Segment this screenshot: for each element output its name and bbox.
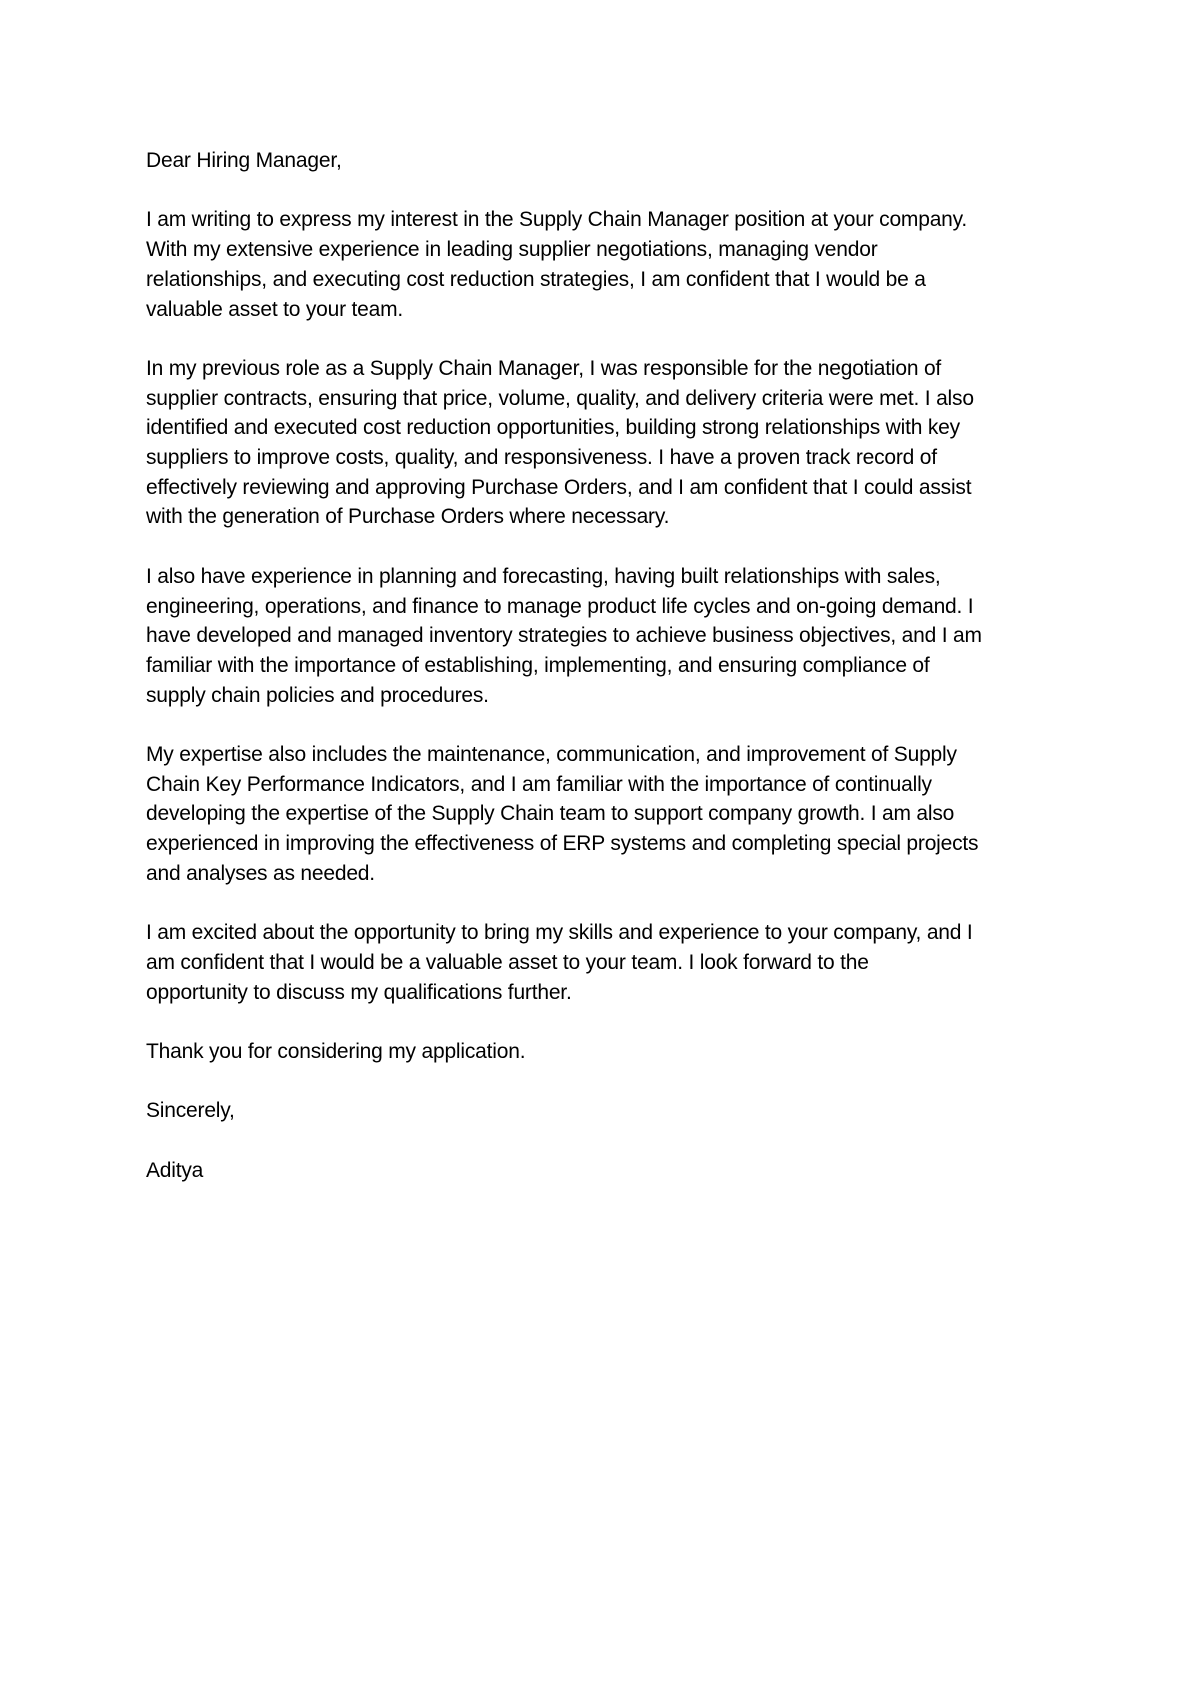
signature: Aditya <box>146 1158 204 1182</box>
paragraph-line: am confident that I would be a valuable asset to your team. I look forward to the <box>146 950 869 974</box>
salutation: Dear Hiring Manager, <box>146 149 342 172</box>
paragraph-5 <box>146 918 1066 1007</box>
paragraph-line: and analyses as needed. <box>146 861 375 885</box>
paragraph-line: In my previous role as a Supply Chain Manager, I was responsible for the negotiation of <box>146 356 942 380</box>
paragraph-line: I am excited about the opportunity to bring my skills and experience to your company, and I <box>146 921 973 945</box>
paragraph-line: developing the expertise of the Supply Chain team to support company growth. I am also <box>146 802 955 826</box>
paragraph-line: With my extensive experience in leading supplier negotiations, managing vendor <box>146 238 878 262</box>
paragraph-line: suppliers to improve costs, quality, and responsiveness. I have a proven track record of <box>146 446 937 469</box>
paragraph-line: familiar with the importance of establishing, implementing, and ensuring compliance of <box>146 653 930 677</box>
thanks-line: Thank you for considering my application. <box>146 1040 526 1063</box>
paragraph-line: effectively reviewing and approving Purchase Orders, and I am confident that I could assist <box>146 475 972 499</box>
paragraph-line: with the generation of Purchase Orders where necessary. <box>146 505 670 529</box>
paragraph-line: relationships, and executing cost reduction strategies, I am confident that I would be a <box>146 267 926 291</box>
paragraph-2 <box>146 354 1066 532</box>
paragraph-line: identified and executed cost reduction opportunities, building strong relationships with key <box>146 416 960 440</box>
paragraph-line: supply chain policies and procedures. <box>146 683 489 707</box>
paragraph-line: engineering, operations, and finance to manage product life cycles and on-going demand. I <box>146 594 974 618</box>
paragraph-1 <box>146 205 1066 324</box>
paragraph-line: opportunity to discuss my qualifications further. <box>146 980 572 1004</box>
paragraph-line: I am writing to express my interest in the Supply Chain Manager position at your company. <box>146 208 968 232</box>
paragraph-line: valuable asset to your team. <box>146 297 404 321</box>
paragraph-4 <box>146 740 1066 889</box>
paragraph-line: I also have experience in planning and forecasting, having built relationships with sales, <box>146 564 941 588</box>
closing: Sincerely, <box>146 1099 235 1123</box>
paragraph-line: experienced in improving the effectiveness of ERP systems and completing special projects <box>146 832 979 856</box>
paragraph-line: supplier contracts, ensuring that price, volume, quality, and delivery criteria were met. I also <box>146 386 974 410</box>
paragraph-line: Chain Key Performance Indicators, and I am familiar with the importance of continually <box>146 772 932 796</box>
paragraph-3 <box>146 562 1066 711</box>
paragraph-line: My expertise also includes the maintenance, communication, and improvement of Supply <box>146 743 957 766</box>
paragraph-line: have developed and managed inventory strategies to achieve business objectives, and I am <box>146 624 982 648</box>
cover-letter <box>146 146 1066 1215</box>
